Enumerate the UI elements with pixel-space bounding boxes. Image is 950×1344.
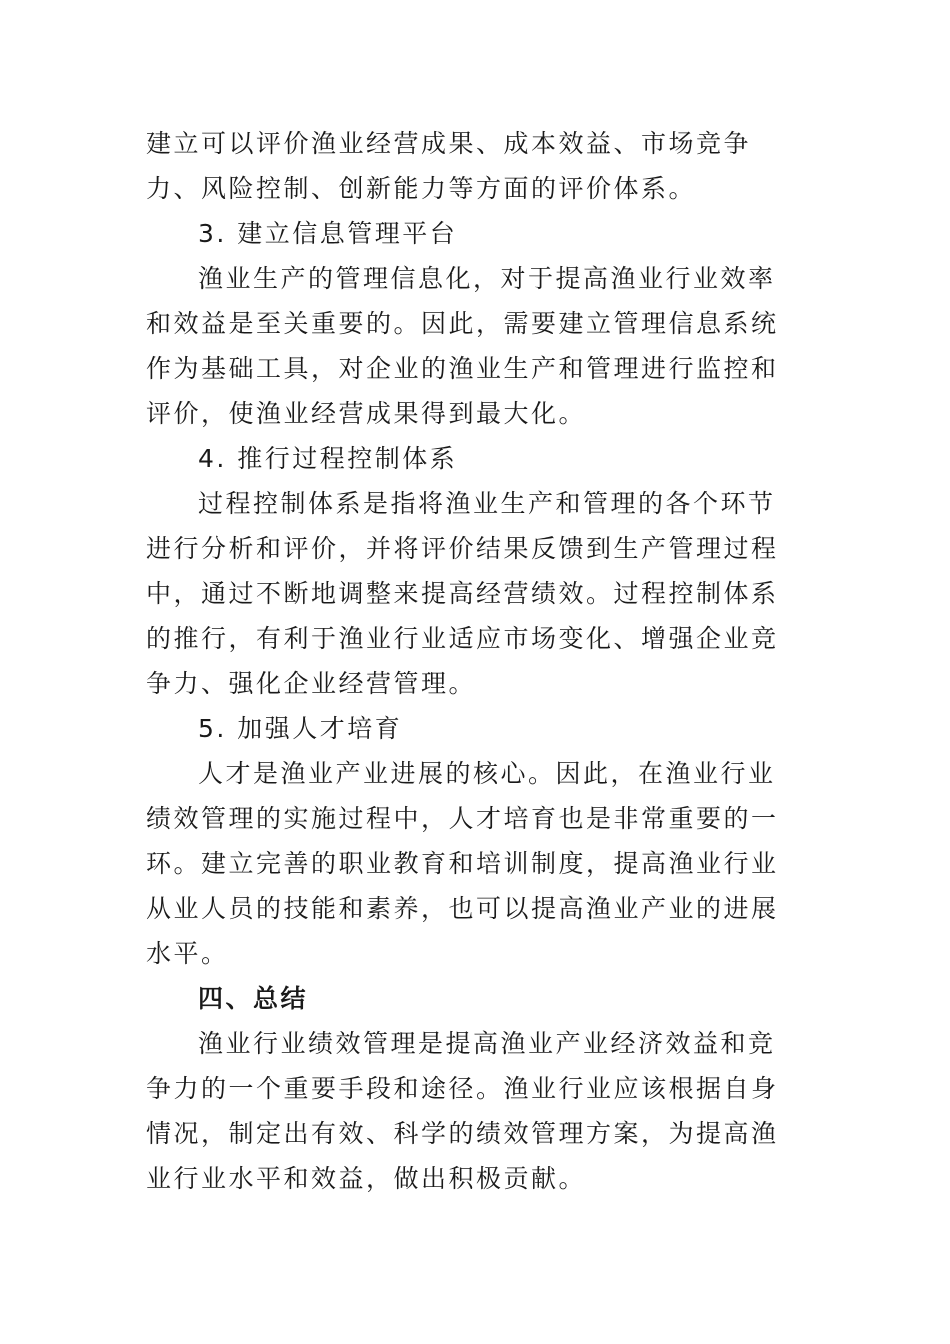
paragraph-evaluation-system: 建立可以评价渔业经营成果、成本效益、市场竞争力、风险控制、创新能力等方面的评价体系。 xyxy=(146,129,752,203)
heading-info-platform: 3. 建立信息管理平台 xyxy=(198,219,458,248)
document-body xyxy=(146,121,786,1201)
paragraph-info-platform: 渔业生产的管理信息化，对于提高渔业行业效率和效益是至关重要的。因此，需要建立管理信息系统作为基础工具，对企业的渔业生产和管理进行监控和评价，使渔业经营成果得到最大化。 xyxy=(146,264,779,428)
heading-process-control: 4. 推行过程控制体系 xyxy=(198,444,458,473)
paragraph-talent: 人才是渔业产业进展的核心。因此，在渔业行业绩效管理的实施过程中，人才培育也是非常重要的一环。建立完善的职业教育和培训制度，提高渔业行业从业人员的技能和素养，也可以提高渔业产业的进展水平。 xyxy=(146,759,779,968)
heading-summary: 四、总结 xyxy=(198,984,309,1013)
heading-talent: 5. 加强人才培育 xyxy=(198,714,403,743)
paragraph-summary: 渔业行业绩效管理是提高渔业产业经济效益和竞争力的一个重要手段和途径。渔业行业应该根据自身情况，制定出有效、科学的绩效管理方案，为提高渔业行业水平和效益，做出积极贡献。 xyxy=(146,1029,779,1193)
paragraph-process-control: 过程控制体系是指将渔业生产和管理的各个环节进行分析和评价，并将评价结果反馈到生产管理过程中，通过不断地调整来提高经营绩效。过程控制体系的推行，有利于渔业行业适应市场变化、增强企业竞争力、强化企业经营管理。 xyxy=(146,489,779,698)
